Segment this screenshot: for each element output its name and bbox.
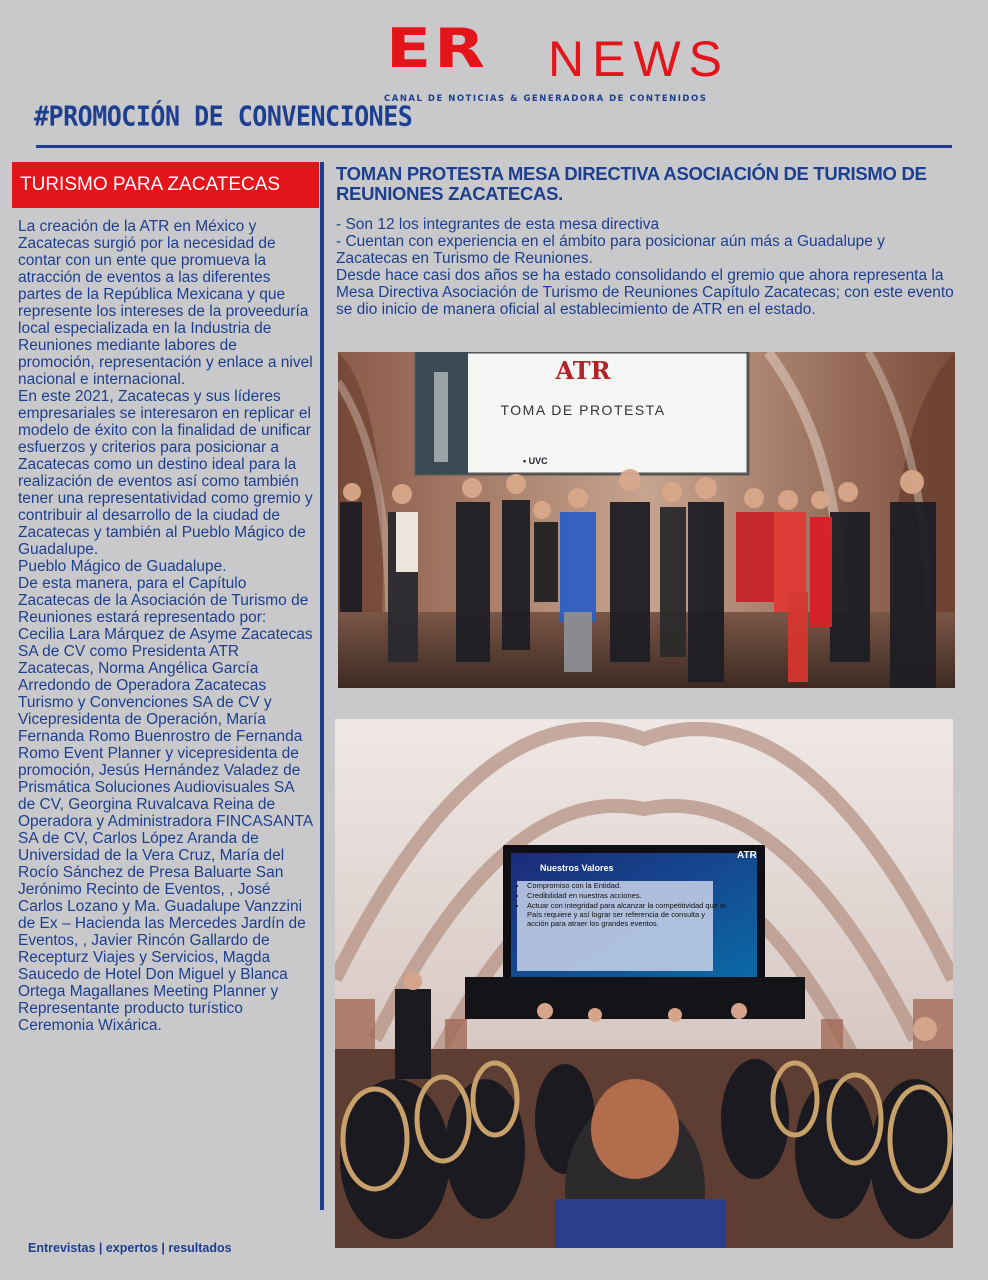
values-list-item: • Actuar con integridad para alcanzar la competitividad que el País requiere y así lograr ser referencia de consulta y acción para atraer los grandes eventos. xyxy=(527,901,727,928)
screen-sponsor: • UVC xyxy=(523,456,548,466)
article-lead xyxy=(336,216,956,318)
sidebar-body xyxy=(18,218,314,1034)
screen-title: Nuestros Valores xyxy=(540,863,614,873)
lead-bullet: - Cuentan con experiencia en el ámbito para posicionar aún más a Guadalupe y Zacatecas en Turismo de Reuniones. xyxy=(336,233,885,267)
article-headline: TOMAN PROTESTA MESA DIRECTIVA ASOCIACIÓN DE TURISMO DE REUNIONES ZACATECAS. xyxy=(336,163,927,204)
photo-presentation xyxy=(335,719,953,1248)
footer-links[interactable]: Entrevistas | expertos | resultados xyxy=(28,1241,232,1255)
values-list-item: • Credibilidad en nuestras acciones. xyxy=(527,891,727,900)
header-rule xyxy=(36,145,952,148)
screen-title: TOMA DE PROTESTA xyxy=(500,402,666,418)
section-hashtag: #PROMOCIÓN DE CONVENCIONES xyxy=(34,100,413,132)
sidebar-paragraph: Pueblo Mágico de Guadalupe. xyxy=(18,558,227,575)
photo-oath-ceremony xyxy=(338,352,955,688)
logo-tagline: CANAL DE NOTICIAS & GENERADORA DE CONTENIDOS xyxy=(384,94,708,104)
screen-logo-atr: ATR xyxy=(555,356,611,385)
sidebar-paragraph: En este 2021, Zacatecas y sus líderes empresariales se interesaron en replicar el modelo de éxito con la finalidad de unificar esfuerzos y criterios para posicionar a Zacatecas como un destino ideal para la realización de eventos así como también tener una representatividad como gremio y contribuir al desarrollo de la ciudad de Zacatecas y también al Pueblo Mágico de Guadalupe. xyxy=(18,388,313,558)
values-list-item: • Compromiso con la Entidad. xyxy=(527,881,727,890)
sidebar-paragraph: La creación de la ATR en México y Zacatecas surgió por la necesidad de contar con un ente que promueva la atracción de eventos a las diferentes partes de la República Mexicana y que represente los intereses de la proveeduría local especializada en la Industria de Reuniones mediante labores de promoción, representación y enlace a nivel nacional e internacional. xyxy=(18,218,313,388)
sidebar-tab: TURISMO PARA ZACATECAS xyxy=(12,162,319,208)
lead-bullet: - Son 12 los integrantes de esta mesa directiva xyxy=(336,216,660,233)
lead-paragraph: Desde hace casi dos años se ha estado consolidando el gremio que ahora representa la Mesa Directiva Asociación de Turismo de Reuniones Capítulo Zacatecas; con este evento se dio inicio de manera oficial al establecimiento de ATR en el estado. xyxy=(336,267,954,318)
logo-er: ER xyxy=(386,17,488,81)
screen-logo-atr: ATR xyxy=(737,850,757,861)
sidebar-rule xyxy=(320,162,324,1210)
sidebar-paragraph: De esta manera, para el Capítulo Zacatecas de la Asociación de Turismo de Reuniones estará representado por: Cecilia Lara Márquez de Asyme Zacatecas SA de CV como Presidenta ATR Zacatecas, Norma Angélica García Arredondo de Operadora Zacatecas Turismo y Convenciones SA de CV y Vicepresidenta de Operación, María Fernanda Romo Buenrostro de Fernanda Romo Event Planner y vicepresidenta de promoción, Jesús Hernández Valadez de Prismática Soluciones Audiovisuales SA de CV, Georgina Ruvalcava Reina de Operadora y Administradora FINCASANTA SA de CV, Carlos López Aranda de Universidad de la Vera Cruz, María del Rocío Sánchez de Presa Baluarte San Jerónimo Recinto de Eventos, , José Carlos Lozano y Ma. Guadalupe Vanzzini de Ex – Hacienda las Mercedes Jardín de Eventos, , Javier Rincón Gallardo de Recepturz Viajes y Servicios, Magda Saucedo de Hotel Don Miguel y Blanca Ortega Magallanes Meeting Planner y Representante producto turístico Ceremonia Wixárica. xyxy=(18,575,313,1034)
photo-presentation-art xyxy=(335,719,953,1248)
logo-news: NEWS xyxy=(548,31,730,87)
values-list xyxy=(515,881,727,929)
